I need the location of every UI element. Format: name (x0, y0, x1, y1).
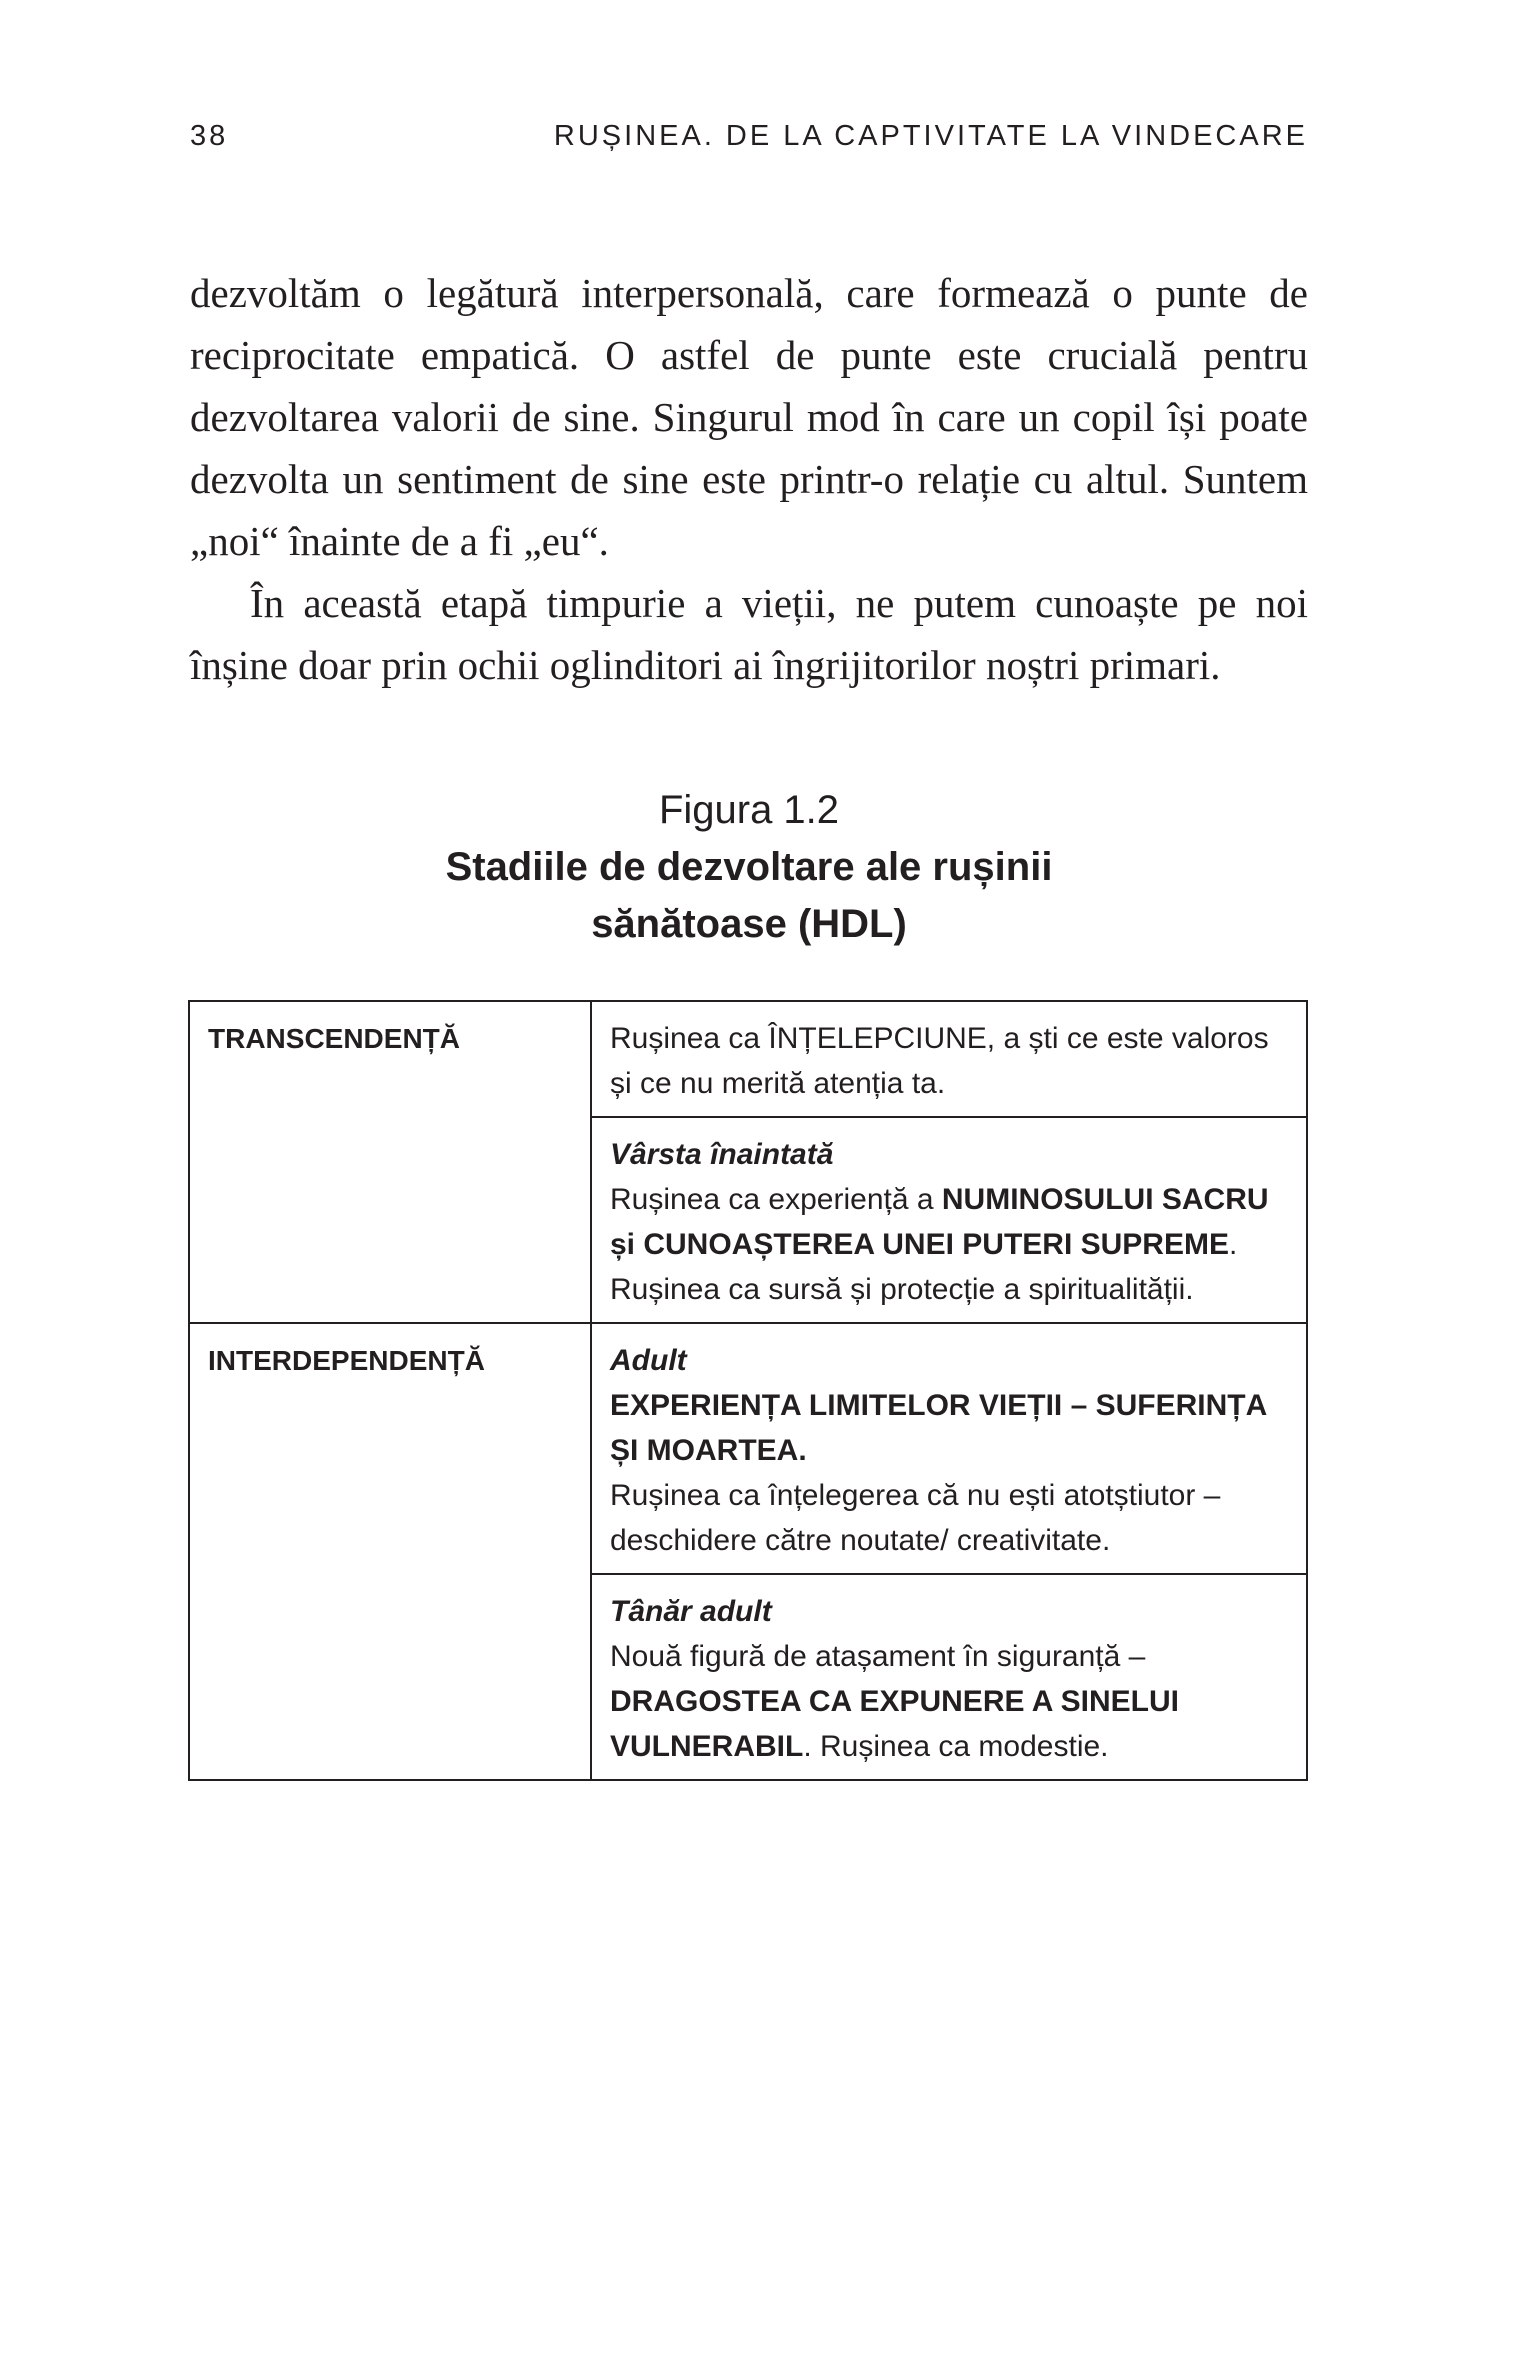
body-text (190, 262, 1308, 696)
figure-title-line: Stadiile de dezvoltare ale rușinii (445, 845, 1053, 889)
age-heading: Adult (610, 1344, 687, 1377)
running-head (190, 120, 1308, 160)
book-title: RUȘINEA. DE LA CAPTIVITATE LA VINDECARE (553, 120, 1308, 152)
description-emphasis: NUMINOSULUI SACRU și CUNOAȘTEREA UNEI PUTERI SUPREME (610, 1183, 1269, 1261)
description-emphasis: EXPERIENȚA LIMITELOR VIEȚII – SUFERINȚA ȘI MOARTEA. (610, 1389, 1267, 1467)
paragraph: dezvoltăm o legătură interpersonală, care formează o punte de reciprocitate empatică. O astfel de punte este crucială pentru dezvoltarea valorii de sine. Singurul mod în care un copil își poate dezvolta un sentiment de sine este printr-o relație cu altul. Suntem „noi“ înainte de a fi „eu“. (190, 270, 1308, 564)
table-row (189, 1001, 1307, 1117)
figure-caption (190, 782, 1308, 953)
table-row (189, 1323, 1307, 1574)
figure-title-line: sănătoase (HDL) (591, 902, 907, 946)
stages-table (188, 1000, 1308, 1781)
description-text: Rușinea ca ÎNȚELEPCIUNE, a ști ce este valoros și ce nu merită atenția ta. (610, 1022, 1269, 1100)
stage-description (591, 1574, 1307, 1780)
description-text: Nouă figură de atașament în siguranță – (610, 1640, 1146, 1673)
description-text: . Rușinea ca sursă și protecție a spiritualității. (610, 1228, 1238, 1306)
stage-label: INTERDEPENDENȚĂ (189, 1323, 591, 1780)
paragraph: În această etapă timpurie a vieții, ne putem cunoaște pe noi înșine doar prin ochii oglinditori ai îngrijitorilor noștri primari. (190, 580, 1308, 688)
stage-label: TRANSCENDENȚĂ (189, 1001, 591, 1323)
description-emphasis: DRAGOSTEA CA EXPUNERE A SINELUI VULNERABIL (610, 1685, 1179, 1763)
page-number: 38 (190, 120, 229, 152)
age-heading: Tânăr adult (610, 1595, 772, 1628)
figure-label: Figura 1.2 (658, 788, 840, 832)
stage-description (591, 1323, 1307, 1574)
stage-description (591, 1117, 1307, 1323)
stage-description (591, 1001, 1307, 1117)
description-text: Rușinea ca experiență a (610, 1183, 942, 1216)
age-heading: Vârsta înaintată (610, 1138, 834, 1171)
description-text: Rușinea ca înțelegerea că nu ești atotștiutor – deschidere către noutate/ creativitate. (610, 1479, 1221, 1557)
description-text: . Rușinea ca modestie. (803, 1730, 1109, 1763)
